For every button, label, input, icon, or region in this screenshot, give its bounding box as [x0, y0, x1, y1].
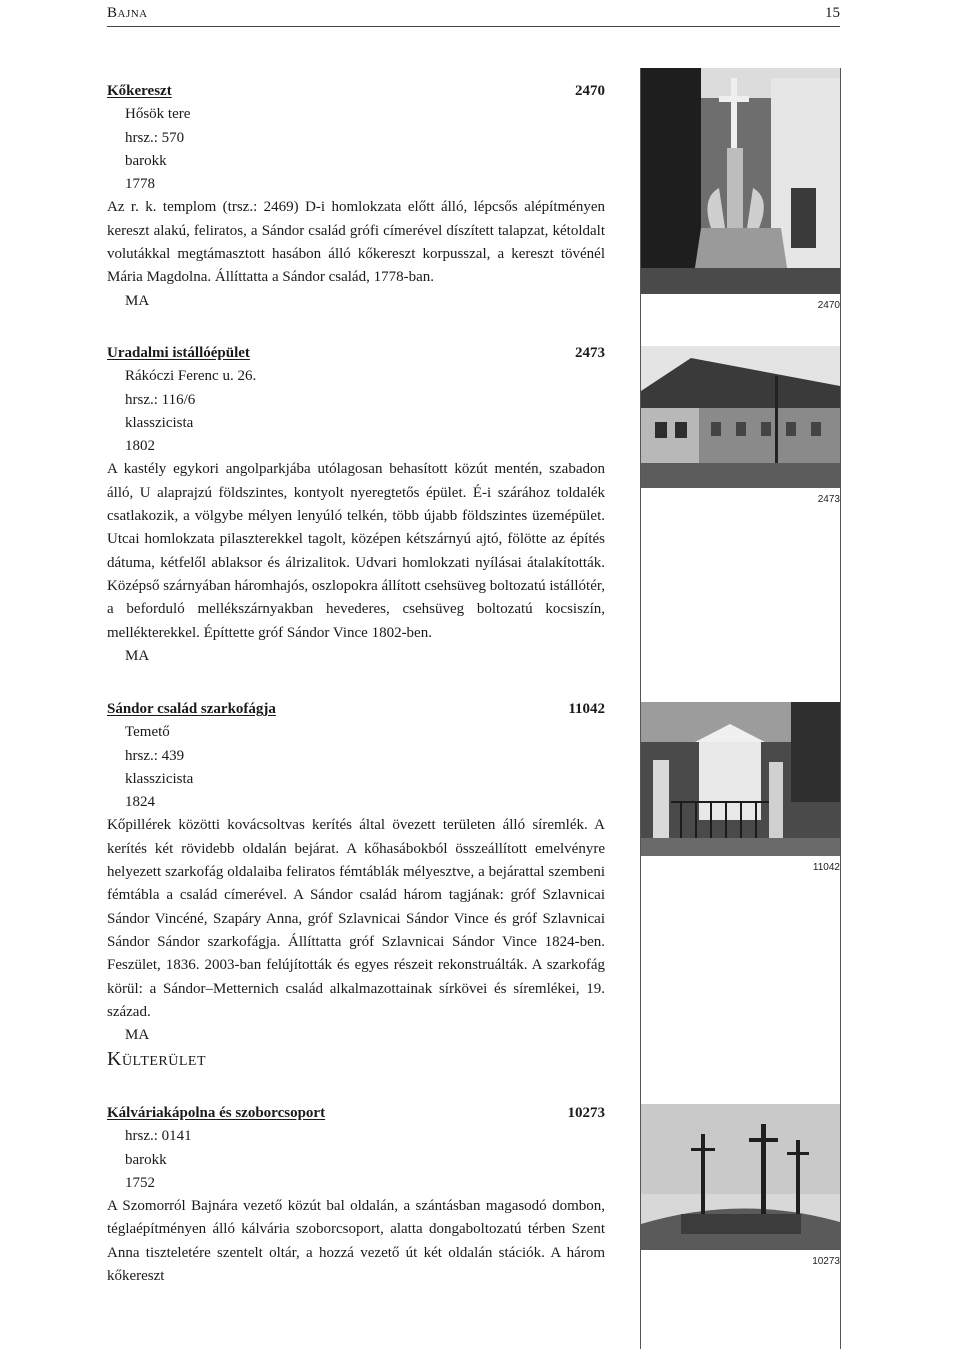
- entry-description: Az r. k. templom (trsz.: 2469) D-i homlokzata előtt álló, lépcsős alépítményen kereszt alakú, feliratos, a Sándor család grófi címerével díszített talapzat, kétoldalt volutákkal megtámasztott hasábon álló kőkereszt korpusszal, a kereszt tövénél Mária Magdolna. Állíttatta a Sándor család, 1778-ban.: [107, 199, 605, 286]
- entry-11042: [107, 698, 605, 1047]
- entry-date: 1778: [125, 176, 155, 193]
- entry-description: Kőpillérek közötti kovácsoltvas kerítés által övezett területen álló síremlék. A kerítés két rövidebb oldalán bejárat. A kőhasábokból összeállított emelvényre helyezett szarkofág oldalaiba feliratos fémtáblák mélyesztve, a bejárattal szembeni fémtábla a család címerével. A Sándor család három tagjának: gróf Szlavnicai Sándor Vincéné, Szapáry Anna, gróf Szlavnicai Sándor Vince és gróf Szlavnicai Sándor Sándor szarkofágja. Állíttatta gróf Szlavnicai Sándor Vince 1824-ben. Feszület, 1836. 2003-ban felújították és egyes részeit rekonstruálták. A szarkofág körül: a Sándor–Metternich család alkalmazottainak sírkövei és síremlékei, 19. század.: [107, 817, 605, 1020]
- photo-calvary: [641, 1104, 840, 1250]
- entry-header: [107, 698, 605, 721]
- entry-description: A kastély egykori angolparkjába utólagosan behasított közút mentén, szabadon álló, U alaprajzú földszintes, kontyolt nyeregtetős épület. É-i szárához toldalék csatlakozik, a völgybe mélyen lenyúló telkén, több újabb földszintes üzemépület. Utcai homlokzata pilaszterekkel tagolt, középen kétszárnyú ajtó, fölötte az építés dátuma, kétfelől ablaksor és álrizalitok. Udvari homlokzati nyílásai átalakították. Középső szárnyában háromhajós, oszlopokra állított csehsüveg boltozatú istállótér, a beforduló mellékszárnyakban hevederes, csehsüveg boltozatú kocsiszín, mellékterekkel. Építtette gróf Sándor Vince 1802-ben.: [107, 461, 606, 641]
- entry-date: 1824: [125, 794, 155, 811]
- entry-title: Kőkereszt: [107, 83, 172, 99]
- entry-id: 2473: [575, 345, 605, 361]
- entry-title: Sándor család szarkofágja: [107, 701, 276, 717]
- photo-caption: 2470: [817, 300, 840, 311]
- entry-style: klasszicista: [125, 414, 194, 431]
- entry-2473: [107, 342, 605, 668]
- entry-header: [107, 1102, 605, 1125]
- entry-parcel: hrsz.: 439: [125, 747, 185, 764]
- entry-header: [107, 342, 605, 365]
- section-heading: Külterület: [107, 1048, 207, 1070]
- entry-parcel: hrsz.: 0141: [125, 1128, 192, 1145]
- page-number: 15: [825, 5, 840, 21]
- photo-stable-building: [641, 346, 840, 488]
- entry-header: [107, 80, 605, 103]
- entry-signature: MA: [125, 1027, 150, 1044]
- photo-caption: 2473: [817, 494, 840, 505]
- entry-title: Kálváriakápolna és szoborcsoport: [107, 1105, 326, 1121]
- photo-caption: 10273: [812, 1256, 840, 1267]
- entry-2470: [107, 80, 605, 313]
- entry-style: barokk: [125, 152, 167, 169]
- entry-parcel: hrsz.: 570: [125, 129, 185, 146]
- entry-signature: MA: [125, 647, 150, 664]
- photo-sarcophagus: [641, 702, 840, 856]
- running-head: [107, 0, 840, 27]
- entry-style: barokk: [125, 1151, 167, 1168]
- entry-address: Rákóczi Ferenc u. 26.: [125, 368, 257, 385]
- photo-stone-cross: [641, 68, 840, 294]
- photo-caption: 11042: [812, 862, 840, 873]
- entry-date: 1802: [125, 438, 155, 455]
- entry-id: 2470: [575, 83, 605, 99]
- photo-column-rule-right: [840, 68, 841, 1349]
- entry-signature: MA: [125, 292, 150, 309]
- entry-description: A Szomorról Bajnára vezető közút bal oldalán, a szántásban magasodó dombon, téglaépítményen álló kálvária szoborcsoport, alatta dongaboltozatú térben Szent Anna tiszteletére szentelt oltár, a hozzá vezető út két oldalán stációk. A három kőkereszt: [107, 1198, 605, 1285]
- entry-style: klasszicista: [125, 770, 194, 787]
- entry-address: Hősök tere: [125, 106, 191, 123]
- entry-id: 11042: [568, 701, 605, 717]
- entry-date: 1752: [125, 1174, 155, 1191]
- entry-address: Temető: [125, 724, 170, 741]
- entry-title: Uradalmi istállóépület: [107, 345, 250, 361]
- entry-id: 10273: [567, 1105, 605, 1121]
- entry-parcel: hrsz.: 116/6: [125, 391, 196, 408]
- running-head-title: Bajna: [107, 5, 148, 21]
- entry-10273: [107, 1102, 605, 1288]
